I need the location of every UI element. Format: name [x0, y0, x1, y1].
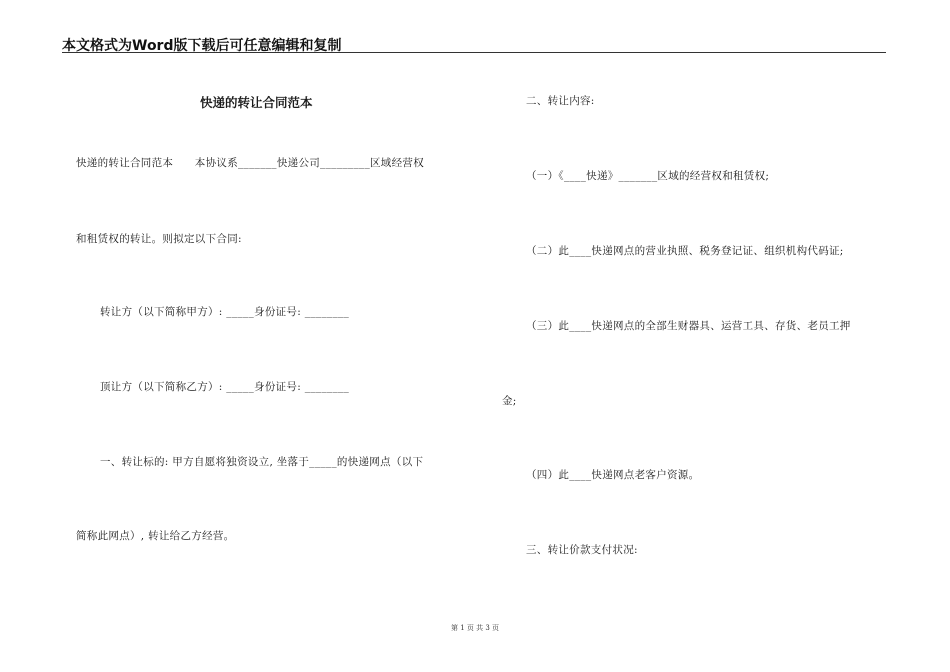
- right-line-5: 金;: [502, 395, 517, 407]
- page-number-footer: 第 1 页 共 3 页: [450, 624, 500, 632]
- left-line-6: 简称此网点）, 转让给乙方经营。: [76, 530, 235, 542]
- header-divider: [62, 52, 886, 53]
- right-line-7: 三、转让价款支付状况:: [526, 544, 638, 556]
- page-header-text: 本文格式为Word版下载后可任意编辑和复制: [62, 38, 342, 54]
- left-line-5: 一、转让标的: 甲方自愿将独资设立, 坐落于_____的快递网点（以下: [100, 456, 424, 468]
- left-line-1: 快递的转让合同范本 本协议系_______快递公司_________区域经营权: [76, 157, 424, 169]
- document-title: 快递的转让合同范本: [200, 95, 313, 110]
- right-line-3: （二）此____快递网点的营业执照、税务登记证、组织机构代码证;: [526, 245, 844, 257]
- left-line-4: 顶让方（以下简称乙方）: _____身份证号: ________: [100, 381, 350, 393]
- left-line-2: 和租赁权的转让。则拟定以下合同:: [76, 233, 242, 245]
- left-line-3: 转让方（以下简称甲方）: _____身份证号: ________: [100, 306, 350, 318]
- right-line-1: 二、转让内容:: [526, 95, 595, 107]
- right-line-4: （三）此____快递网点的全部生财器具、运营工具、存货、老员工押: [526, 320, 851, 332]
- right-line-6: （四）此____快递网点老客户资源。: [526, 469, 700, 481]
- right-line-2: （一）《____快递》_______区域的经营权和租赁权;: [526, 170, 770, 182]
